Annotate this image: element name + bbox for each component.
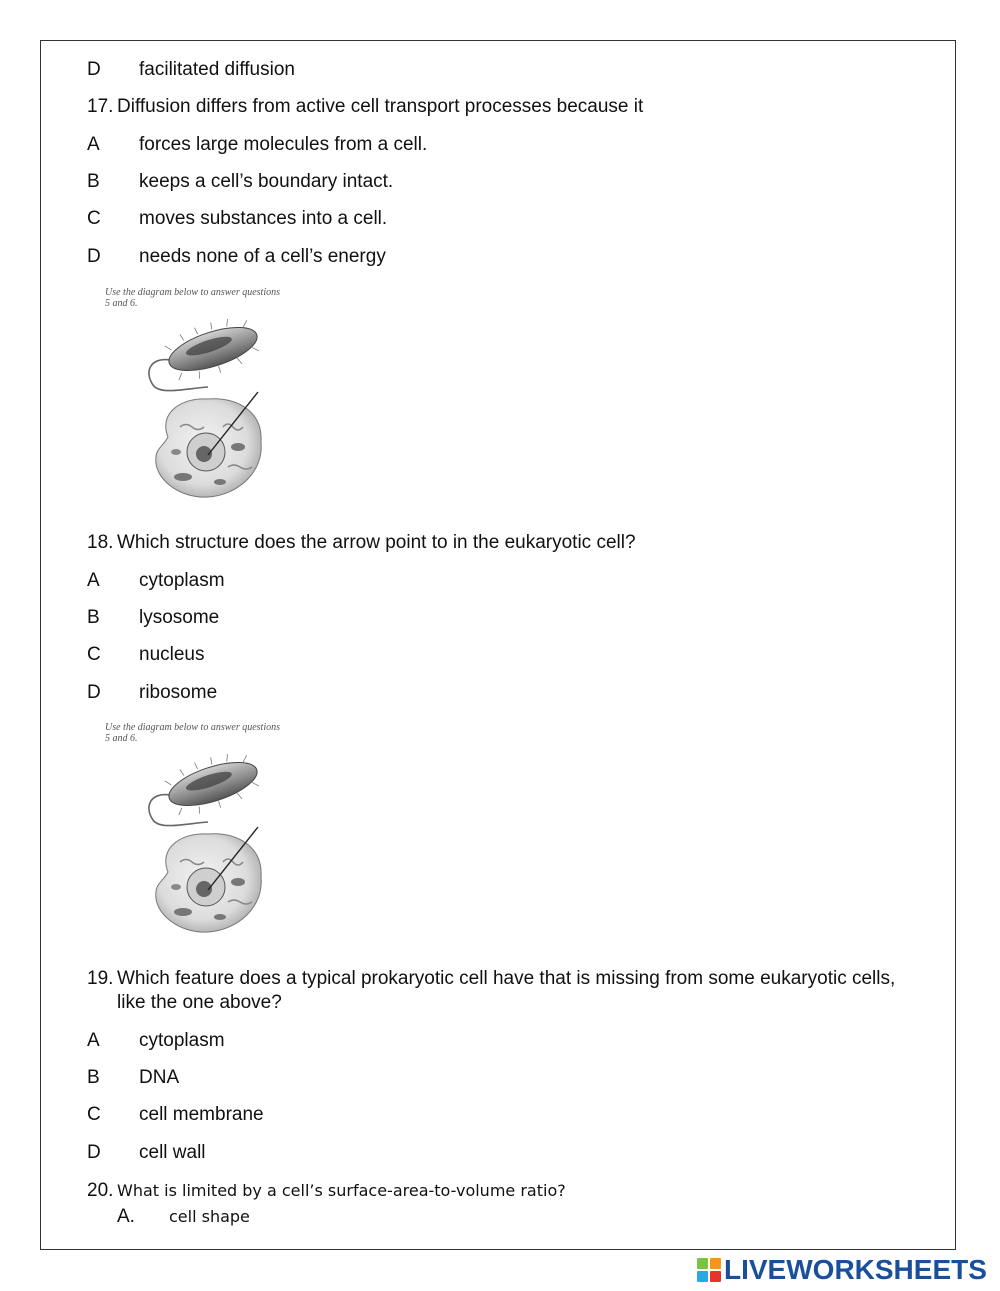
question-20	[87, 1179, 566, 1203]
option-text: DNA	[139, 1067, 180, 1088]
figure-caption	[105, 287, 280, 309]
prokaryote-eukaryote-illustration	[98, 722, 298, 947]
figure-caption	[105, 722, 280, 744]
option-letter: A	[87, 1030, 100, 1051]
option-letter: D	[87, 682, 101, 703]
cell-diagram-2	[98, 722, 298, 947]
question-19	[87, 967, 895, 991]
option-letter: C	[87, 1104, 101, 1125]
option-letter: A	[87, 570, 100, 591]
option-text: forces large molecules from a cell.	[139, 134, 428, 155]
q17-option-c[interactable]	[87, 207, 387, 231]
option-text: moves substances into a cell.	[139, 208, 388, 229]
question-19-continued	[117, 991, 282, 1015]
question-number: 17.	[87, 96, 114, 117]
option-text: cell membrane	[139, 1104, 264, 1125]
option-text: nucleus	[139, 644, 205, 665]
q19-option-b[interactable]	[87, 1066, 179, 1090]
q20-option-a[interactable]	[117, 1205, 250, 1229]
option-letter: B	[87, 171, 100, 192]
option-letter: D	[87, 246, 101, 267]
logo-blocks-icon	[697, 1258, 721, 1282]
option-text: cell wall	[139, 1142, 206, 1163]
question-text: Which structure does the arrow point to in the eukaryotic cell?	[117, 532, 636, 553]
question-number: 18.	[87, 532, 114, 553]
option-text: lysosome	[139, 607, 220, 628]
option-letter: B	[87, 607, 100, 628]
option-text: keeps a cell’s boundary intact.	[139, 171, 394, 192]
prokaryote-eukaryote-illustration	[98, 287, 298, 512]
question-text: What is limited by a cell’s surface-area-to-volume ratio?	[117, 1181, 566, 1200]
caption-line-2: 5 and 6.	[105, 298, 138, 309]
q18-option-d[interactable]	[87, 681, 217, 705]
q18-option-a[interactable]	[87, 569, 225, 593]
caption-line-2: 5 and 6.	[105, 733, 138, 744]
q17-option-d[interactable]	[87, 245, 386, 269]
cell-diagram-1	[98, 287, 298, 512]
option-text: cell shape	[169, 1207, 250, 1226]
option-text: cytoplasm	[139, 1030, 225, 1051]
option-letter: C	[87, 644, 101, 665]
liveworksheets-logo[interactable]	[697, 1255, 987, 1285]
q19-option-c[interactable]	[87, 1103, 264, 1127]
q17-option-a[interactable]	[87, 133, 427, 157]
question-number: 20.	[87, 1180, 114, 1201]
q16-option-d[interactable]	[87, 58, 295, 82]
q18-option-c[interactable]	[87, 643, 205, 667]
option-letter: A	[87, 134, 100, 155]
option-letter: A.	[117, 1206, 135, 1227]
option-text: facilitated diffusion	[139, 59, 295, 80]
logo-text: LIVEWORKSHEETS	[724, 1254, 987, 1285]
question-number: 19.	[87, 968, 114, 989]
question-text-line-1: Which feature does a typical prokaryotic cell have that is missing from some eukaryotic cells,	[117, 968, 896, 989]
question-17	[87, 95, 643, 119]
option-letter: C	[87, 208, 101, 229]
caption-line-1: Use the diagram below to answer questions	[105, 722, 280, 733]
question-text-line-2: like the one above?	[117, 992, 282, 1013]
option-letter: D	[87, 59, 101, 80]
option-text: ribosome	[139, 682, 218, 703]
option-text: cytoplasm	[139, 570, 225, 591]
q19-option-a[interactable]	[87, 1029, 225, 1053]
question-text: Diffusion differs from active cell transport processes because it	[117, 96, 644, 117]
option-letter: D	[87, 1142, 101, 1163]
q18-option-b[interactable]	[87, 606, 219, 630]
question-18	[87, 531, 636, 555]
q17-option-b[interactable]	[87, 170, 393, 194]
caption-line-1: Use the diagram below to answer questions	[105, 287, 280, 298]
option-letter: B	[87, 1067, 100, 1088]
q19-option-d[interactable]	[87, 1141, 206, 1165]
option-text: needs none of a cell’s energy	[139, 246, 386, 267]
